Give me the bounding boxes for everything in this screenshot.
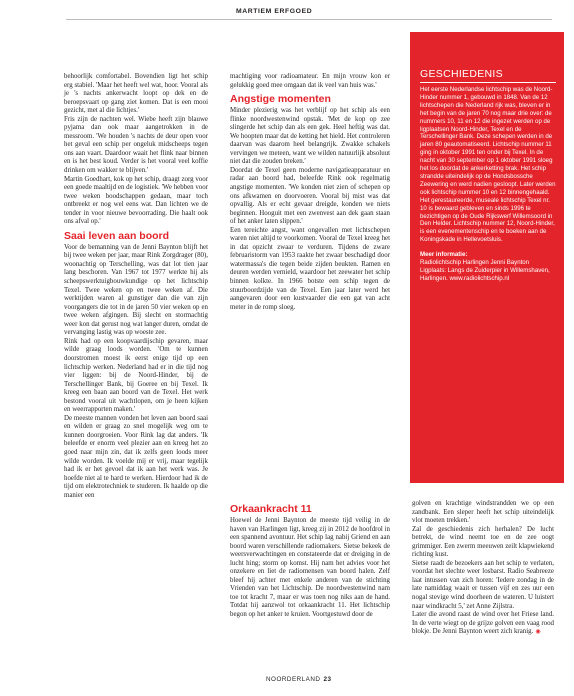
sidebar-rule: [420, 82, 556, 83]
header-rule: [66, 19, 552, 20]
paragraph: behoorlijk comfortabel. Bovendien ligt het schip erg stabiel. 'Maar het heeft wel wat, hoor. Vooral als je 's nachts ankerwacht loopt op dek en de beroepsvaart op gang ziet komen. Dat is een mooi gezicht, met al die lichtjes.': [64, 73, 208, 115]
paragraph: Minder plezierig was het verblijf op het schip als een flinke noordwestenwind opstak. 'Met de kop op zee slingerde het schip dan als een gek. Heel heftig was dat. We hoopten maar dat de ketting het hield. Het controleren daarvan was daarom heel belangrijk. Zwakke schakels vervingen we meteen, want we wilden natuurlijk absoluut niet dat die zouden breken.': [230, 107, 390, 166]
more-info-text: Radiolichtschip Harlingen Jenni Baynton Ligplaats: Langs de Zuiderpier in Willemshaven, Harlingen. www.radiolichtschip.nl: [420, 259, 550, 282]
subheading-angstige-momenten: Angstige momenten: [230, 93, 331, 106]
paragraph: Doordat de Texel geen moderne navigatieapparatuur en radar aan boord had, beleefde Rink ook regelmatig angstige momenten. 'We konden niet zien of schepen op ons afkwamen en doorvoeren. Vooral bij mist was dat opvallig. Als er echt gevaar dreigde, konden we niets beginnen. Hooguit met een zwenvest aan dek gaan staan of het anker laten slippen.': [230, 166, 390, 226]
page-number: 23: [323, 676, 332, 683]
paragraph: Rink had op een koopvaardijschip gevaren, maar wilde graag loods worden. 'Om te kunnen doorstromen moest ik eerst enige tijd op een lichtschip werken. Nederland had er in die tijd nog vier liggen: bij de Noord-Hinder, bij de Terschellinger Bank, bij Goeree en bij Texel. Ik kreeg een baan aan boord van de Texel. Het werk bestond vooral uit wachtlopen, om je heen kijken en weerrapporten maken.': [64, 337, 208, 414]
sidebar-title: GESCHIEDENIS: [420, 68, 503, 80]
paragraph: Een tereichte angst, want ongevallen met lichtschepen waren niet altijd te voorkomen. Vooral de Texel kreeg het in dat opzicht zwaar te verduren. Tijdens de zware februaristorm van 1953 raakte het zwaar beschadigd door watermassa's die tegen beide zijden beukten. Ramen en deuren werden vernield, waardoor het zeewater het schip binnen kolkte. In 1966 botste een schip tegen de stuurboordzijde van de Texel. Een jaar later werd het aangevaren door een kustvaarder die een gat van acht meter in de romp sloeg.: [230, 226, 390, 311]
end-of-article-icon: ◉: [535, 628, 541, 636]
history-sidebar: [410, 32, 564, 483]
column-2: [230, 73, 390, 312]
paragraph: Martin Goedhart, kok op het schip, draagt zorg voor een goede maaltijd en de logistiek. 'We hebben voor twee weken boodschappen gedaan, maar toch ontbreekt er nog wel eens wat. Dan lichten we de tender in voor nieuwe bevoorrading. Die haalt ook ons afval op.': [64, 175, 208, 226]
paragraph: De meeste mannen vonden het leven aan boord saai en wilden er graag zo snel mogelijk weg om te kunnen doorgroeien. Voor Rink lag dat anders. 'Ik beleefde er enorm veel plezier aan en kreeg het zo goed naar mijn zin, dat ik zelfs geen loods meer wilde worden. Ik voelde mij er vrij, maar tegelijk had ik er het gevoel dat ik aan het werk was. Je hoefde niet al te hard te werken. Hierdoor had ik de tijd om elektrotechniek te studeren. Ik haalde op die manier een: [64, 414, 208, 499]
paragraph: Fris zijn de nachten wel. Wiebe heeft zijn blauwe pyjama dan ook maar aangetrokken in de messroom. 'We houden 's nachts de deur open voor het geval een schip per ongeluk midscheeps tegen ons aan vaart. Daardoor waait het flink naar binnen en is het best koud. Verder is het vooral veel koffie drinken om wakker te blijven.': [64, 115, 208, 175]
paragraph: Sietse raadt de bezoekers aan het schip te verlaten, voordat het slechte weer losbarst. Radio Seabreeze laat intussen van zich horen: 'Iedere zondag in de late namiddag waait er tussen vijf en zes uur een nogal stevige wind doorheen de wateren. U luistert naar windkracht 5,' zet Anne Zijlstra.: [412, 559, 554, 610]
paragraph: [412, 611, 554, 637]
page-footer: [266, 676, 332, 683]
paragraph: golven en krachtige windstrandden we op een zandbank. Een sleper heeft het schip uiteindelijk vlot moeten trekken.': [412, 500, 554, 525]
section-label: MARTIEM ERFGOED: [236, 8, 313, 15]
magazine-name: NOORDERLAND: [266, 676, 321, 683]
more-info-title: Meer informatie:: [420, 251, 468, 259]
paragraph-text: Later die avond raast de wind over het Friese land. In de verte wiegt op de grijze golven een vaag rood blokje. De Jenni Baynton weert zich kranig.: [412, 611, 554, 636]
column-1: [64, 73, 208, 500]
column-2-bottom: [230, 500, 390, 620]
paragraph: Zal de geschiedenis zich herhalen? De lucht betrekt, de wind neemt toe en de zee oogt grimmiger. Een zwerm meeuwen zeilt klapwiekend richting kust.: [412, 525, 554, 559]
subheading-orkaankracht: Orkaankracht 11: [230, 503, 312, 515]
paragraph: machtiging voor radioamateur. En mijn vrouw kon er gelukkig goed mee omgaan dat ik veel van huis was.': [230, 73, 390, 89]
subheading-saai-leven: Saai leven aan boord: [64, 229, 170, 242]
paragraph: Hoewel de Jenni Baynton de meeste tijd veilig in de haven van Harlingen ligt, kreeg zij in 2012 de hoofdrol in een spannend avontuur. Het schip lag nabij Griend en aan boord waren verschillende radiomakers. Sietse bekeek de weersverwachtingen en constateerde dat er dreiging in de lucht hing; storm op komst. Hij nam het advies voor het onzekere en liet de radiomensen van boord halen. Zelf bleef hij achter met enkele anderen van de stichting Vrienden van het Lichtschip. De noordwestenwind nam toe tot kracht 7, maar er was toen nog niks aan de hand. Totdat hij aanzwol tot orkaankracht 11. Het lichtschip begon op het anker te kruien. Voortgestuwd door de: [230, 517, 390, 619]
column-3: [412, 500, 554, 637]
paragraph: Voor de bemanning van de Jenni Baynton blijft het bij twee weken per jaar, maar Rink Zorgdrager (80), woonachtig op Terschelling, was dat lot tien jaar lang beschoren. Van 1967 tot 1977 werkte hij als scheepswerktuigbouwkundige op het lichtschip Texel. Twee weken op en twee weken af. Die werktijden waren al gunstiger dan die van zijn voorgangers die tot in de jaren 50 vier weken op en twee weken afgingen. Bij slecht en stormachtig weer kon dat gerust nog wat langer duren, omdat de vervanging lastig was op woeste zee.: [64, 243, 208, 337]
sidebar-text: Het eerste Nederlandse lichtschip was de Noord-Hinder nummer 1, gebouwd in 1848. Van de 12 lichtschepen die Nederland rijk was, bleven er in het begin van de jaren 70 nog maar drie over: de nummers 10, 11 en 12 die ingezet werden op de ligplaatsen Noord-Hinder, Texel en de Terschellinger Bank. Deze schepen werden in de jaren 80 geautomatiseerd. Lichtschip nummer 11 ging in oktober 1991 ten onder bij Texel. In de nacht van 30 september op 1 oktober 1991 sloeg het los doordat de ankerketting brak. Het schip strandde uiteindelijk op de Hondsbossche Zeewering en werd nadien gesloopt. Later werden ook lichtschip nummer 10 en 12 binnengehaald. Het gerestaureerde, museale lichtschip Texel nr. 10 is bewaard gebleven en sinds 1996 te bezichtigen op de Oude Rijkswerf Willemsoord in Den Helder. Lichtschip nummer 12, Noord-Hinder, is een evenementenschip en te boeken aan de Koningskade in Hellevoetsluis.: [420, 86, 556, 244]
